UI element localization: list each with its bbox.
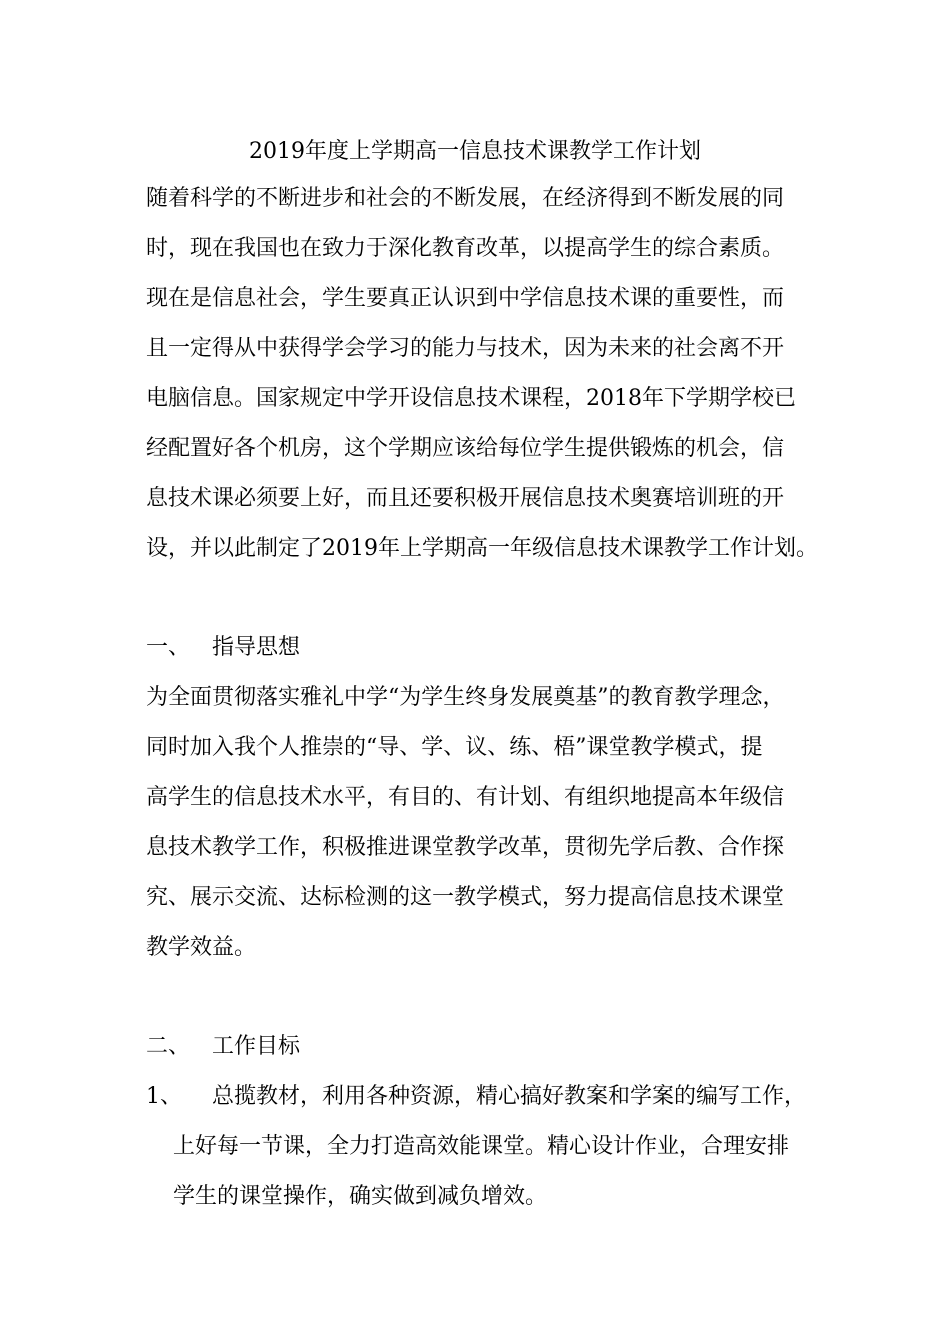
section2-item1-first-line xyxy=(146,1081,806,1113)
item1-line: 学生的课堂操作，确实做到减负增效。 xyxy=(173,1184,548,1209)
section1-line: 为全面贯彻落实雅礼中学“为学生终身发展奠基”的教育教学理念， xyxy=(146,685,785,710)
section1-line: 息技术教学工作，积极推进课堂教学改革，贯彻先学后教、合作探 xyxy=(146,835,785,860)
intro-line: 现在是信息社会，学生要真正认识到中学信息技术课的重要性，而 xyxy=(146,286,785,311)
section1-heading xyxy=(146,632,300,664)
section1-line: 究、展示交流、达标检测的这一教学模式，努力提高信息技术课堂 xyxy=(146,885,785,910)
section2-heading xyxy=(146,1031,300,1063)
intro-line: 且一定得从中获得学会学习的能力与技术，因为未来的社会离不开 xyxy=(146,336,785,361)
section1-title: 指导思想 xyxy=(212,635,301,660)
section1-line: 教学效益。 xyxy=(146,935,257,960)
intro-line: 设，并以此制定了2019年上学期高一年级信息技术课教学工作计划。 xyxy=(146,536,818,561)
item1-line: 总揽教材，利用各种资源，精心搞好教案和学案的编写工作， xyxy=(212,1084,807,1109)
section2-title: 工作目标 xyxy=(212,1034,301,1059)
intro-line: 息技术课必须要上好，而且还要积极开展信息技术奥赛培训班的开 xyxy=(146,486,785,511)
intro-line: 随着科学的不断进步和社会的不断发展，在经济得到不断发展的同 xyxy=(146,186,785,211)
section1-line: 高学生的信息技术水平，有目的、有计划、有组织地提高本年级信 xyxy=(146,785,785,810)
item1-number: 1、 xyxy=(146,1084,182,1109)
intro-line: 电脑信息。国家规定中学开设信息技术课程，2018年下学期学校已 xyxy=(146,386,796,411)
item1-line: 上好每一节课，全力打造高效能课堂。精心设计作业，合理安排 xyxy=(173,1134,790,1159)
intro-line: 经配置好各个机房，这个学期应该给每位学生提供锻炼的机会，信 xyxy=(146,436,785,461)
document-title: 2019年度上学期高一信息技术课教学工作计划 xyxy=(249,139,701,164)
section1-line: 同时加入我个人推崇的“导、学、议、练、梧”课堂教学模式，提 xyxy=(146,735,763,760)
section2-number: 二、 xyxy=(146,1034,191,1059)
intro-line: 时，现在我国也在致力于深化教育改革，以提高学生的综合素质。 xyxy=(146,236,785,261)
section1-number: 一、 xyxy=(146,635,191,660)
